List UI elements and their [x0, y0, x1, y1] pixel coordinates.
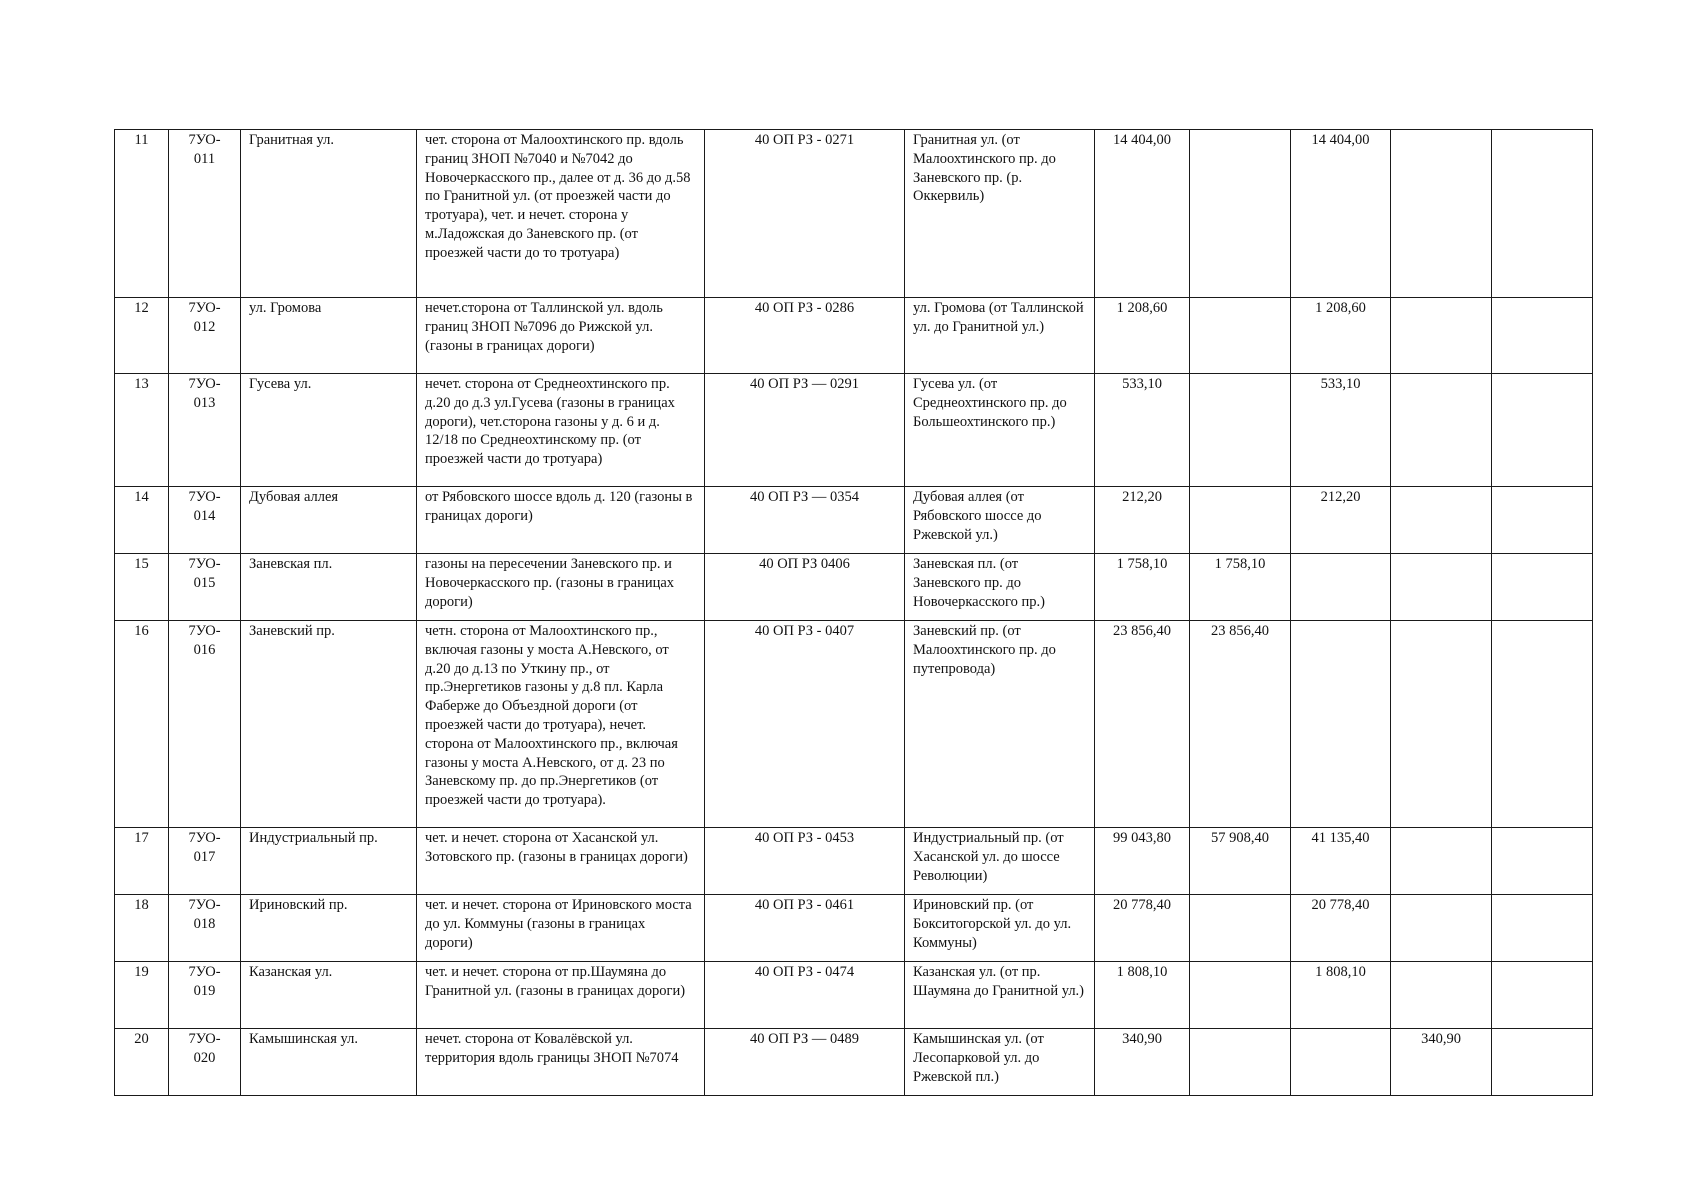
area-col-4: [1492, 298, 1593, 374]
table-body: [115, 130, 1593, 1096]
table-row: [115, 374, 1593, 487]
table-row: [115, 621, 1593, 828]
road-name: Казанская ул. (от пр. Шаумяна до Гранитной ул.): [905, 962, 1095, 1029]
row-number: 18: [115, 895, 169, 962]
table-row: [115, 895, 1593, 962]
road-id: 40 ОП РЗ - 0461: [705, 895, 905, 962]
total-area: 20 778,40: [1095, 895, 1190, 962]
area-col-4: [1492, 374, 1593, 487]
area-col-2: [1291, 554, 1391, 621]
area-col-1: [1190, 374, 1291, 487]
table-row: [115, 1029, 1593, 1096]
area-col-1: [1190, 487, 1291, 554]
area-col-4: [1492, 828, 1593, 895]
road-name: Гранитная ул. (от Малоохтинского пр. до Заневского пр. (р. Оккервиль): [905, 130, 1095, 298]
area-col-3: [1391, 621, 1492, 828]
street-name: Ириновский пр.: [241, 895, 417, 962]
total-area: 1 808,10: [1095, 962, 1190, 1029]
street-name: Индустриальный пр.: [241, 828, 417, 895]
row-number: 17: [115, 828, 169, 895]
area-col-2: 1 808,10: [1291, 962, 1391, 1029]
object-code: 7УО- 017: [169, 828, 241, 895]
area-col-4: [1492, 487, 1593, 554]
object-code: 7УО- 019: [169, 962, 241, 1029]
row-number: 14: [115, 487, 169, 554]
object-code: 7УО- 013: [169, 374, 241, 487]
location-description: чет. и нечет. сторона от Ириновского моста до ул. Коммуны (газоны в границах дороги): [417, 895, 705, 962]
total-area: 14 404,00: [1095, 130, 1190, 298]
area-col-3: [1391, 130, 1492, 298]
area-col-2: 212,20: [1291, 487, 1391, 554]
total-area: 99 043,80: [1095, 828, 1190, 895]
area-col-2: [1291, 1029, 1391, 1096]
area-col-3: [1391, 374, 1492, 487]
location-description: чет. и нечет. сторона от пр.Шаумяна до Гранитной ул. (газоны в границах дороги): [417, 962, 705, 1029]
area-col-4: [1492, 962, 1593, 1029]
object-code: 7УО- 015: [169, 554, 241, 621]
road-id: 40 ОП РЗ — 0354: [705, 487, 905, 554]
row-number: 11: [115, 130, 169, 298]
area-col-1: 1 758,10: [1190, 554, 1291, 621]
total-area: 1 208,60: [1095, 298, 1190, 374]
street-name: Заневская пл.: [241, 554, 417, 621]
road-name: Камышинская ул. (от Лесопарковой ул. до Ржевской пл.): [905, 1029, 1095, 1096]
row-number: 19: [115, 962, 169, 1029]
table-row: [115, 298, 1593, 374]
object-code: 7УО- 011: [169, 130, 241, 298]
area-col-1: [1190, 298, 1291, 374]
location-description: от Рябовского шоссе вдоль д. 120 (газоны в границах дороги): [417, 487, 705, 554]
row-number: 20: [115, 1029, 169, 1096]
table-row: [115, 130, 1593, 298]
area-col-2: 14 404,00: [1291, 130, 1391, 298]
area-col-2: 20 778,40: [1291, 895, 1391, 962]
table-row: [115, 487, 1593, 554]
area-col-3: [1391, 828, 1492, 895]
area-col-2: [1291, 621, 1391, 828]
road-id: 40 ОП РЗ - 0271: [705, 130, 905, 298]
area-col-3: [1391, 962, 1492, 1029]
area-col-3: 340,90: [1391, 1029, 1492, 1096]
object-code: 7УО- 018: [169, 895, 241, 962]
total-area: 23 856,40: [1095, 621, 1190, 828]
road-name: Ириновский пр. (от Бокситогорской ул. до ул. Коммуны): [905, 895, 1095, 962]
area-col-3: [1391, 554, 1492, 621]
area-col-2: 41 135,40: [1291, 828, 1391, 895]
location-description: газоны на пересечении Заневского пр. и Новочеркасского пр. (газоны в границах дороги): [417, 554, 705, 621]
street-name: Дубовая аллея: [241, 487, 417, 554]
area-col-3: [1391, 298, 1492, 374]
total-area: 533,10: [1095, 374, 1190, 487]
road-name: ул. Громова (от Таллинской ул. до Гранитной ул.): [905, 298, 1095, 374]
object-code: 7УО- 016: [169, 621, 241, 828]
street-name: Камышинская ул.: [241, 1029, 417, 1096]
road-id: 40 ОП РЗ - 0453: [705, 828, 905, 895]
location-description: нечет. сторона от Среднеохтинского пр. д.20 до д.3 ул.Гусева (газоны в границах дороги), чет.сторона газоны у д. 6 и д. 12/18 по Среднеохтинскому пр. (от проезжей части до тротуара): [417, 374, 705, 487]
road-id: 40 ОП РЗ - 0407: [705, 621, 905, 828]
road-name: Индустриальный пр. (от Хасанской ул. до шоссе Революции): [905, 828, 1095, 895]
total-area: 340,90: [1095, 1029, 1190, 1096]
area-col-2: 1 208,60: [1291, 298, 1391, 374]
area-col-4: [1492, 1029, 1593, 1096]
green-zones-register-table: [114, 129, 1593, 1096]
area-col-1: [1190, 130, 1291, 298]
table-row: [115, 962, 1593, 1029]
area-col-4: [1492, 895, 1593, 962]
location-description: нечет.сторона от Таллинской ул. вдоль границ ЗНОП №7096 до Рижской ул. (газоны в границах дороги): [417, 298, 705, 374]
location-description: чет. и нечет. сторона от Хасанской ул. Зотовского пр. (газоны в границах дороги): [417, 828, 705, 895]
total-area: 1 758,10: [1095, 554, 1190, 621]
area-col-3: [1391, 895, 1492, 962]
area-col-4: [1492, 621, 1593, 828]
road-id: 40 ОП РЗ — 0489: [705, 1029, 905, 1096]
road-name: Заневский пр. (от Малоохтинского пр. до путепровода): [905, 621, 1095, 828]
road-id: 40 ОП РЗ - 0474: [705, 962, 905, 1029]
road-name: Дубовая аллея (от Рябовского шоссе до Ржевской ул.): [905, 487, 1095, 554]
street-name: ул. Громова: [241, 298, 417, 374]
area-col-1: [1190, 895, 1291, 962]
row-number: 13: [115, 374, 169, 487]
road-id: 40 ОП РЗ - 0286: [705, 298, 905, 374]
area-col-1: [1190, 1029, 1291, 1096]
area-col-1: [1190, 962, 1291, 1029]
road-name: Гусева ул. (от Среднеохтинского пр. до Большеохтинского пр.): [905, 374, 1095, 487]
road-id: 40 ОП РЗ — 0291: [705, 374, 905, 487]
object-code: 7УО- 014: [169, 487, 241, 554]
row-number: 15: [115, 554, 169, 621]
table-row: [115, 828, 1593, 895]
street-name: Гусева ул.: [241, 374, 417, 487]
object-code: 7УО- 012: [169, 298, 241, 374]
object-code: 7УО- 020: [169, 1029, 241, 1096]
street-name: Гранитная ул.: [241, 130, 417, 298]
street-name: Заневский пр.: [241, 621, 417, 828]
area-col-1: 57 908,40: [1190, 828, 1291, 895]
location-description: четн. сторона от Малоохтинского пр., включая газоны у моста А.Невского, от д.20 до д.13 по Уткину пр., от пр.Энергетиков газоны у д.8 пл. Карла Фаберже до Объездной дороги (от проезжей части до тротуара), нечет. сторона от Малоохтинского пр., включая газоны у моста А.Невского, от д. 23 по Заневскому пр. до пр.Энергетиков (от проезжей части до тротуара).: [417, 621, 705, 828]
area-col-2: 533,10: [1291, 374, 1391, 487]
location-description: чет. сторона от Малоохтинского пр. вдоль границ ЗНОП №7040 и №7042 до Новочеркасского пр., далее от д. 36 до д.58 по Гранитной ул. (от проезжей части до тротуара), чет. и нечет. сторона у м.Ладожская до Заневского пр. (от проезжей части до то тротуара): [417, 130, 705, 298]
area-col-1: 23 856,40: [1190, 621, 1291, 828]
total-area: 212,20: [1095, 487, 1190, 554]
area-col-4: [1492, 554, 1593, 621]
street-name: Казанская ул.: [241, 962, 417, 1029]
row-number: 16: [115, 621, 169, 828]
table-row: [115, 554, 1593, 621]
row-number: 12: [115, 298, 169, 374]
area-col-4: [1492, 130, 1593, 298]
road-id: 40 ОП РЗ 0406: [705, 554, 905, 621]
road-name: Заневская пл. (от Заневского пр. до Новочеркасского пр.): [905, 554, 1095, 621]
location-description: нечет. сторона от Ковалёвской ул. территория вдоль границы ЗНОП №7074: [417, 1029, 705, 1096]
area-col-3: [1391, 487, 1492, 554]
